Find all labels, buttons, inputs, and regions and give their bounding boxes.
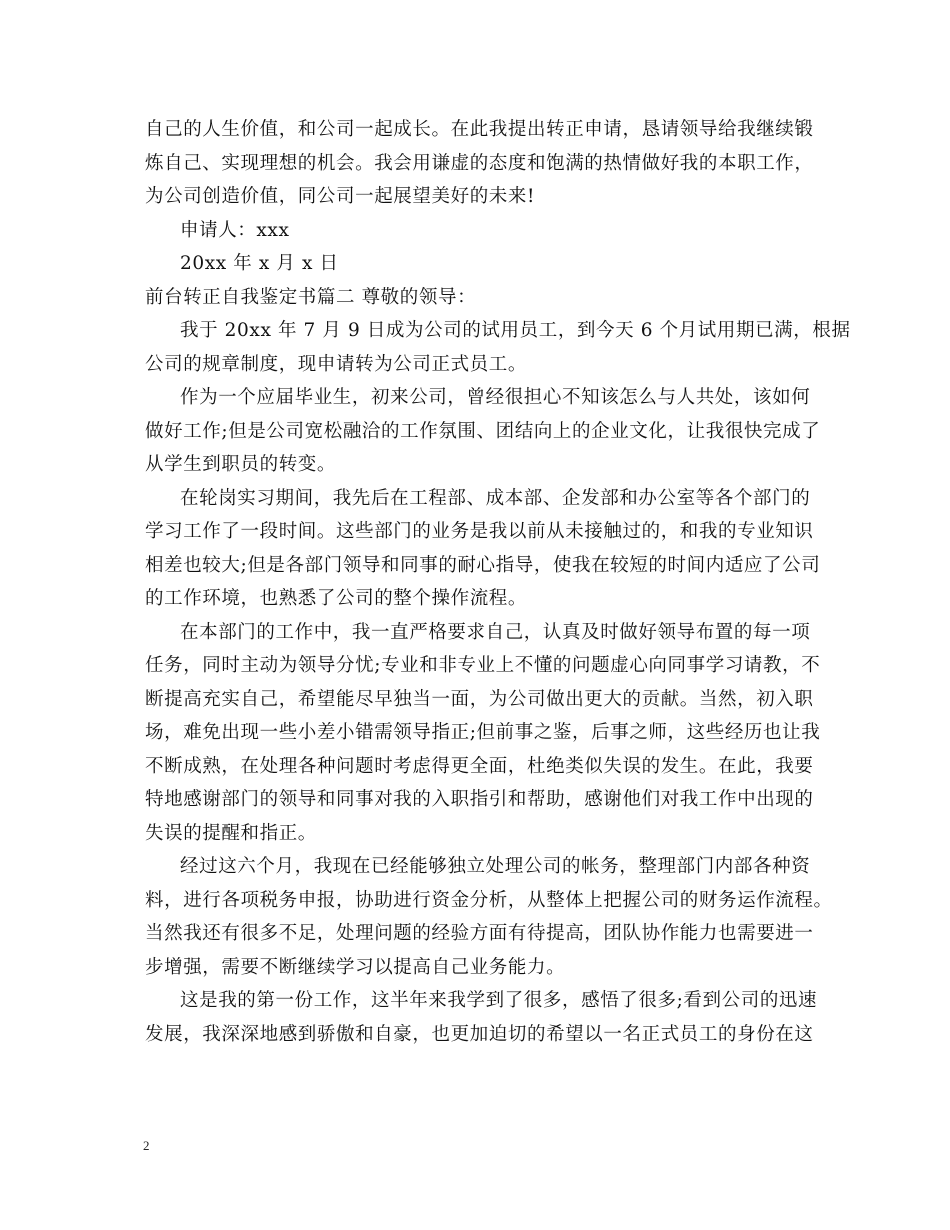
text-line: 作为一个应届毕业生，初来公司，曾经很担心不知该怎么与人共处，该如何 (180, 387, 811, 408)
text-line: 这是我的第一份工作，这半年来我学到了很多，感悟了很多;看到公司的迅速 (180, 990, 818, 1011)
text-line: 相差也较大;但是各部门领导和同事的耐心指导，使我在较短的时间内适应了公司 (145, 555, 821, 576)
text-line: 公司的规章制度，现申请转为公司正式员工。 (145, 354, 528, 375)
text-line: 场，难免出现一些小差小错需领导指正;但前事之鉴，后事之师，这些经历也让我 (145, 722, 821, 743)
text-line: 断提高充实自己，希望能尽早独当一面，为公司做出更大的贡献。当然，初入职 (145, 689, 814, 710)
text-line: 步增强，需要不断继续学习以提高自己业务能力。 (145, 957, 566, 978)
page-number: 2 (143, 1138, 150, 1153)
text-line: 不断成熟，在处理各种问题时考虑得更全面，杜绝类似失误的发生。在此，我要 (145, 756, 814, 777)
text-line: 炼自己、实现理想的机会。我会用谦虚的态度和饱满的热情做好我的本职工作， (145, 153, 814, 174)
text-line: 经过这六个月，我现在已经能够独立处理公司的帐务，整理部门内部各种资 (180, 856, 811, 877)
text-line: 特地感谢部门的领导和同事对我的入职指引和帮助，感谢他们对我工作中出现的 (145, 789, 814, 810)
text-line: 做好工作;但是公司宽松融洽的工作氛围、团结向上的企业文化，让我很快完成了 (145, 421, 821, 442)
text-line: 的工作环境，也熟悉了公司的整个操作流程。 (145, 588, 528, 609)
text-line: 申请人：xxx (180, 220, 290, 241)
text-line: 我于 20xx 年 7 月 9 日成为公司的试用员工，到今天 6 个月试用期已满，根据 (180, 320, 851, 341)
text-line: 任务，同时主动为领导分忧;专业和非专业上不懂的问题虚心向同事学习请教，不 (145, 655, 821, 676)
text-line: 料，进行各项税务申报，协助进行资金分析，从整体上把握公司的财务运作流程。 (145, 890, 833, 911)
text-line: 从学生到职员的转变。 (145, 454, 337, 475)
text-line: 前台转正自我鉴定书篇二 尊敬的领导： (145, 287, 477, 308)
text-line: 失误的提醒和指正。 (145, 823, 317, 844)
text-line: 学习工作了一段时间。这些部门的业务是我以前从未接触过的，和我的专业知识 (145, 521, 814, 542)
text-line: 自己的人生价值，和公司一起成长。在此我提出转正申请，恳请领导给我继续锻 (145, 119, 814, 140)
text-line: 20xx 年 x 月 x 日 (180, 253, 339, 274)
text-line: 在轮岗实习期间，我先后在工程部、成本部、企发部和办公室等各个部门的 (180, 488, 811, 509)
text-line: 在本部门的工作中，我一直严格要求自己，认真及时做好领导布置的每一项 (180, 622, 811, 643)
text-line: 当然我还有很多不足，处理问题的经验方面有待提高，团队协作能力也需要进一 (145, 923, 814, 944)
text-line: 为公司创造价值，同公司一起展望美好的未来! (145, 186, 536, 207)
text-line: 发展，我深深地感到骄傲和自豪，也更加迫切的希望以一名正式员工的身份在这 (145, 1024, 814, 1045)
